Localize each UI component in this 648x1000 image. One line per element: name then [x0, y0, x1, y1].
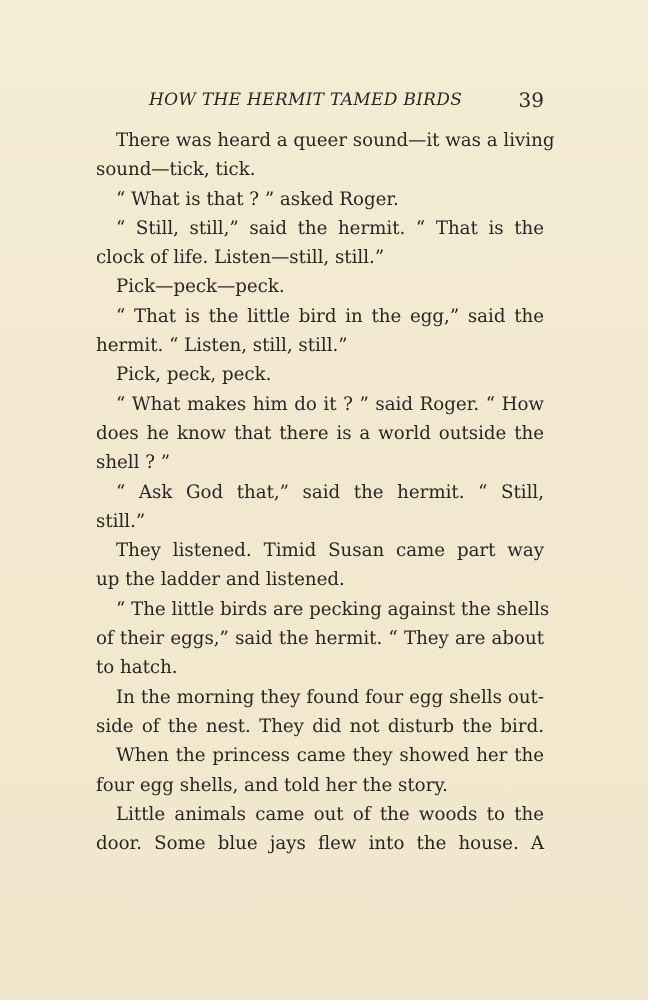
page-number: 39 [518, 88, 544, 112]
text-line: does he know that there is a world outside the [96, 422, 544, 444]
text-line: “ What is that ? ” asked Roger. [116, 188, 399, 210]
text-line: “ That is the little bird in the egg,” said the [116, 305, 544, 327]
text-line: “ What makes him do it ? ” said Roger. “ How [116, 393, 544, 415]
text-line: “ Ask God that,” said the hermit. “ Still, [116, 481, 544, 503]
text-line: When the princess came they showed her the [116, 745, 544, 767]
text-line: shell ? ” [96, 452, 171, 474]
text-line: They listened. Timid Susan came part way [116, 540, 544, 562]
text-line: sound—tick, tick. [96, 159, 256, 181]
text-line: to hatch. [96, 657, 178, 679]
text-line: Little animals came out of the woods to the [116, 803, 544, 825]
page-header [96, 86, 544, 116]
text-line: side of the nest. They did not disturb the bird. [96, 715, 544, 737]
text-line: There was heard a queer sound—it was a living [116, 130, 555, 151]
text-line: still.” [96, 510, 146, 532]
body-text [96, 126, 555, 858]
text-line: up the ladder and listened. [96, 569, 345, 591]
text-line: “ The little birds are pecking against the shells [116, 598, 550, 620]
text-line: In the morning they found four egg shells out- [116, 686, 544, 708]
text-line: “ Still, still,” said the hermit. “ That is the [116, 217, 544, 239]
text-line: Pick, peck, peck. [116, 364, 272, 386]
text-line: clock of life. Listen—still, still.” [96, 247, 385, 269]
text-line: of their eggs,” said the hermit. “ They are about [96, 628, 544, 650]
text-line: Pick—peck—peck. [116, 276, 285, 298]
text-line: door. Some blue jays flew into the house. A [96, 833, 544, 855]
running-head: HOW THE HERMIT TAMED BIRDS [149, 90, 463, 110]
text-line: four egg shells, and told her the story. [96, 774, 448, 796]
text-line: hermit. “ Listen, still, still.” [96, 335, 348, 357]
